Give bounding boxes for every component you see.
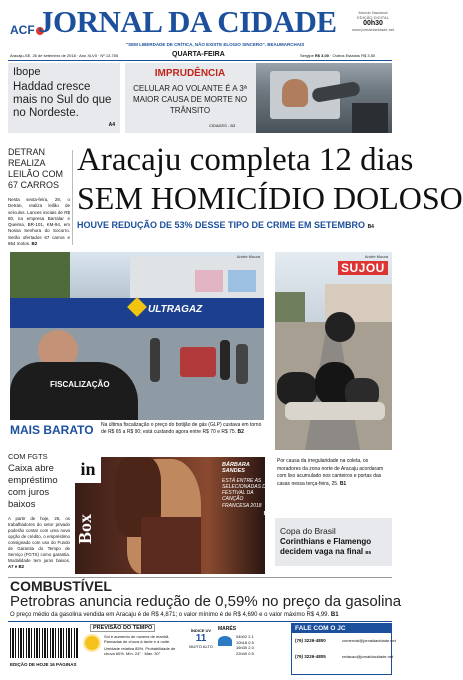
acf-logo: ACF [10, 23, 44, 37]
sujou-caption: Por causa da irregularidade na coleta, os moradores da zona norte de Aracaju acordaram com lixo acumulado nos canteiros e portas das casas nessa terça-feira, 25. B1 [277, 458, 384, 487]
fiscalizacao-vest: FISCALIZAÇÃO [50, 380, 110, 389]
teaser-imprudencia[interactable] [125, 63, 392, 133]
car-driver-photo [256, 63, 392, 133]
mais-barato-caption: Na última fiscalização o preço do botijão de gás (GLP) custava em torno de R$ 65 a R$ 90; está custando agora entre R$ 70 e R$ 75. B2 [101, 422, 262, 435]
detran-headline: DETRAN REALIZA LEILÃO COM 67 CARROS [8, 147, 64, 190]
fgts-kicker: COM FGTS [8, 452, 48, 461]
weekday: QUARTA-FEIRA [172, 51, 225, 58]
detran-story[interactable] [8, 147, 70, 247]
ibope-headline: Haddad cresce mais no Sul do que no Nordeste. [13, 81, 112, 119]
edition-box: Mundo Nacional EDIÇÃO DIGITAL 00h30 www.jornaldacidade.net [352, 10, 395, 32]
price: Sergipe R$ 3,00 · Outros Estados R$ 3,50 [300, 53, 376, 58]
main-headline-line1: Aracaju completa 12 dias [77, 142, 414, 178]
contact-box [291, 623, 396, 675]
fgts-story[interactable] [8, 452, 70, 570]
imprudencia-kicker: IMPRUDÊNCIA [154, 68, 226, 79]
imprudencia-headline: CELULAR AO VOLANTE É A 3ª MAIOR CAUSA DE MORTE NO TRÂNSITO [132, 84, 248, 115]
edition-time: 00h30 [363, 20, 383, 27]
slogan: "SEM LIBERDADE DE CRÍTICA, NÃO EXISTE ELOGIO SINCERO". BEAUMARCHAIS [126, 42, 305, 47]
detran-body: Nesta sexta-feira, 28, o Detran, realiza leilão de veículos. Lances iniciais de R$ 80, na empresa Barralar e Queima, BR-101, KM-94, em Nossa Senhora do Socorro. Serão ofertados 67 carros e 864 motos. B2 [8, 197, 70, 247]
teaser-ibope[interactable] [8, 63, 120, 133]
tides: MARÉS 04h02 2.1 10h18 0.5 16h30 2.0 22h40 0.5 [218, 626, 254, 656]
masthead-rule [8, 60, 392, 61]
edition-line: Aracaju-SE, 26 de setembro de 2018 · Ano XLVII · Nº 13.755 [10, 53, 119, 58]
weather-title: PREVISÃO DO TEMPO [90, 624, 155, 632]
sujou-credit: André Moura [364, 254, 388, 259]
mais-barato-label: MAIS BARATO [10, 423, 94, 437]
weather-text: Sol e aumento de nuvens de manhã. Pancadas de chuva à tarde e à noite. Umidade relativa 85%. Probabilidade de chuva 60%. Mín. 24° · Máx. 30° [104, 634, 176, 656]
contact-phone-1[interactable]: (79) 3226-4800 [295, 638, 326, 643]
ultragaz-credit: André Moura [236, 254, 260, 259]
uv-index: ÍNDICE UV 11 MUITO ALTO [189, 628, 213, 649]
combustivel-headline: Petrobras anuncia redução de 0,59% no preço da gasolina [10, 593, 402, 610]
ultragaz-photo [10, 252, 264, 420]
sun-icon [85, 636, 99, 650]
ibope-kicker: Ibope [13, 66, 41, 78]
masthead [0, 0, 400, 58]
inbox-logo-box: Box [75, 514, 95, 545]
column-divider [72, 150, 73, 245]
main-deck: HOUVE REDUÇÃO DE 53% DESSE TIPO DE CRIME EM SETEMBRO B4 [77, 220, 374, 230]
footer-bar [8, 621, 396, 675]
contact-email-1[interactable]: comercial@jornaldacidade.net [342, 638, 396, 643]
copa-headline: Corinthians e Flamengo decidem vaga na final B5 [280, 537, 372, 556]
contact-phone-2[interactable]: (79) 3226-4805 [295, 654, 326, 659]
combustivel-kicker: COMBUSTÍVEL [10, 578, 112, 594]
inbox-logo-in: in [75, 457, 101, 483]
contact-email-2[interactable]: redacao@jornaldacidade.net [342, 654, 394, 659]
imprudencia-section: CIDADES - B3 [209, 123, 236, 128]
wave-icon [218, 636, 232, 646]
sujou-label: SUJOU [338, 261, 388, 275]
ibope-page: A4 [108, 122, 115, 128]
sujou-photo [275, 252, 392, 450]
copa-kicker: Copa do Brasil [280, 526, 336, 536]
barcode-label: EDIÇÃO DE HOJE 16 PÁGINAS [10, 662, 77, 667]
fgts-headline: Caixa abre empréstimo com juros baixos [8, 463, 58, 510]
ultragaz-sign: ULTRAGAZ [148, 304, 203, 315]
inbox-text: BÁRBARA SANDES ESTÁ ENTRE AS SELECIONADAS DO FESTIVAL DA CANÇÃO FRANCESA 2018 B8 [222, 462, 270, 518]
inbox-name: BÁRBARA SANDES [222, 462, 250, 475]
barcode [10, 628, 78, 658]
main-headline-line2: SEM HOMICÍDIO DOLOSO [77, 180, 463, 216]
contact-title: FALE COM O JC [292, 624, 391, 633]
fgts-body: A partir de hoje, 26, os trabalhadores do setor privado poderão contar com uma nova opção de crédito, o empréstimo consignado com uso do Fundo de Garantia do Tempo de Serviço (FGTS) como garantia. Modalidade tem juros baixos. A7 e B2 [8, 516, 70, 569]
newspaper-title: JORNAL DA CIDADE [38, 4, 337, 39]
copa-story[interactable] [275, 518, 392, 566]
combustivel-body: O preço médio da gasolina vendida em Aracaju é de R$ 4,871; o valor mínimo é de R$ 4,690 e o valor máximo R$ 4,99. B1 [10, 612, 339, 618]
